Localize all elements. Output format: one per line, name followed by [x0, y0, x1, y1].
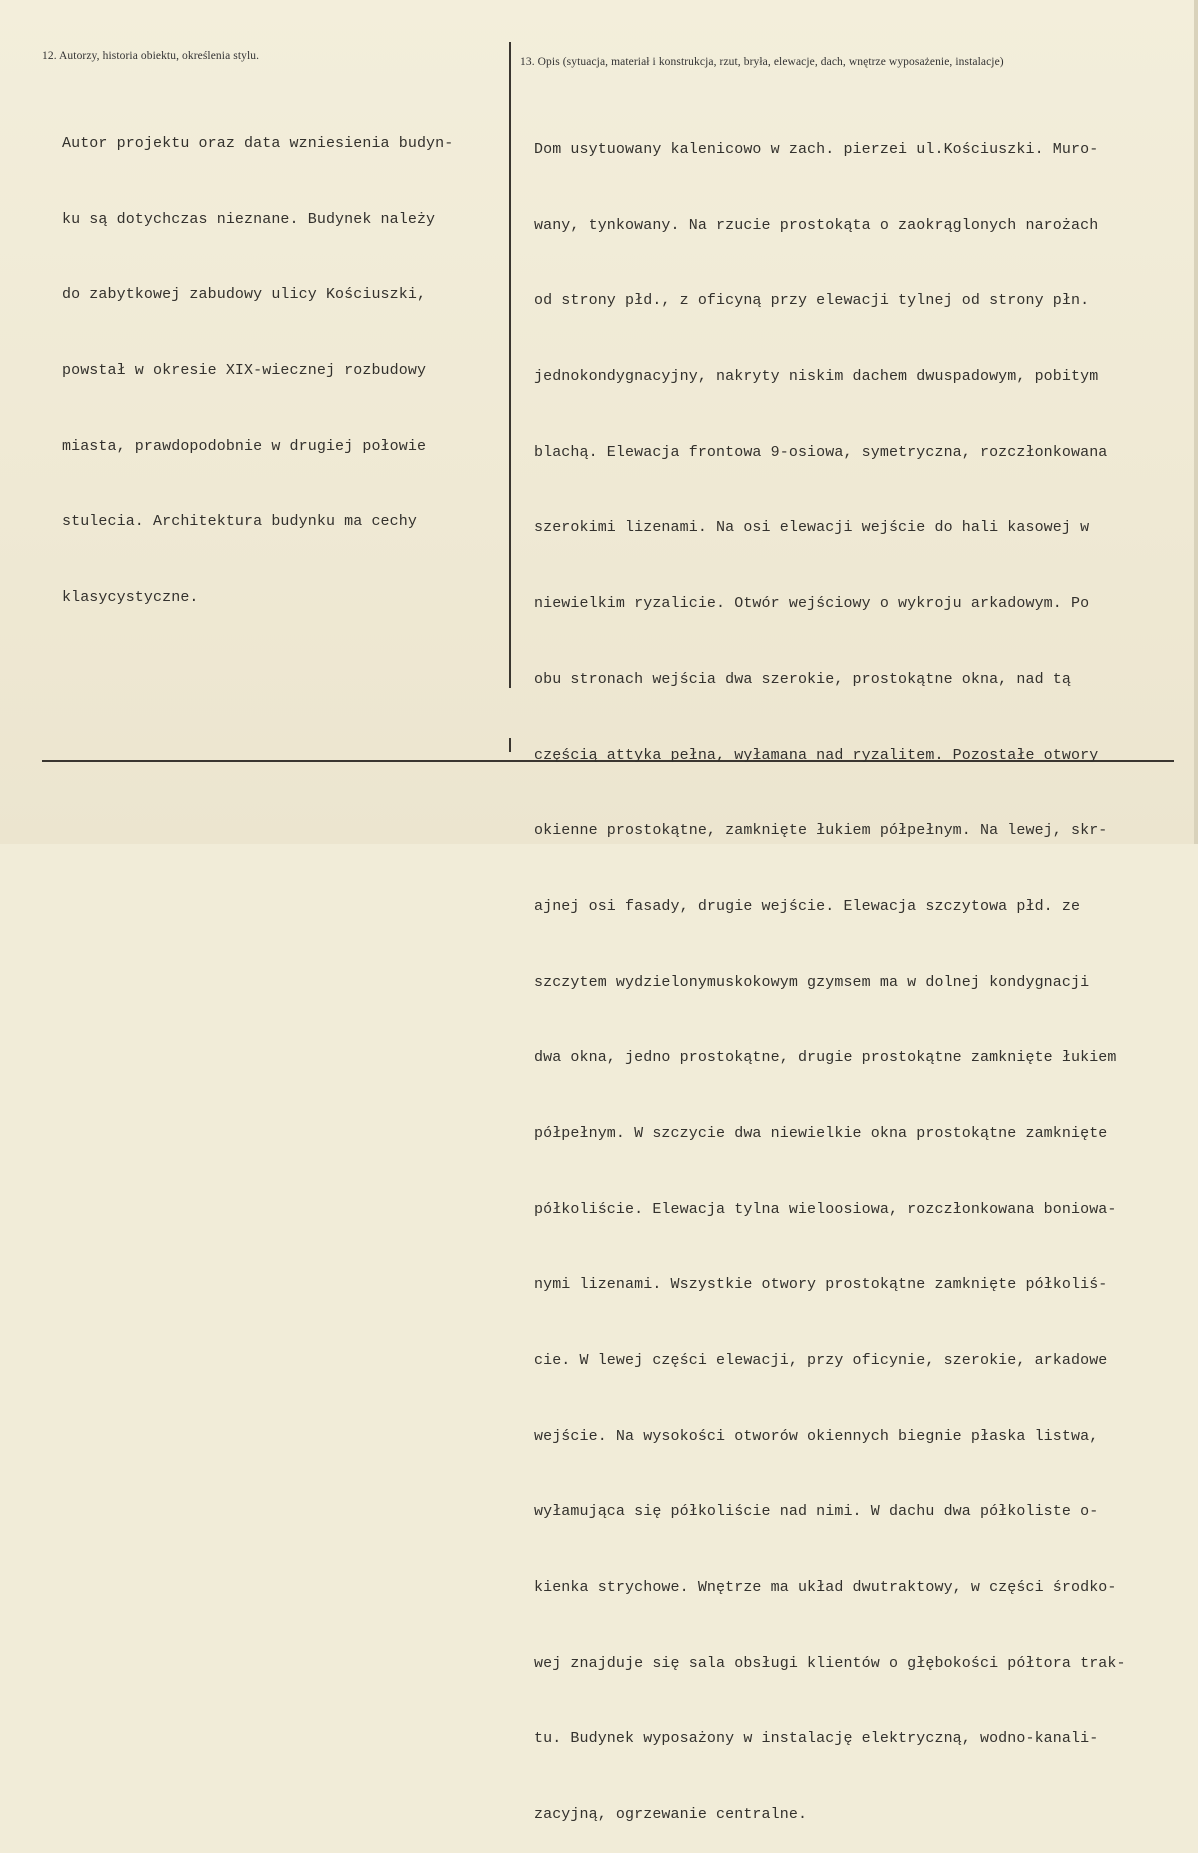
- text-line: dwa okna, jedno prostokątne, drugie prostokątne zamknięte łukiem: [534, 1049, 1117, 1067]
- text-line: blachą. Elewacja frontowa 9-osiowa, symetryczna, rozczłonkowana: [534, 443, 1108, 461]
- text-line: kienka strychowe. Wnętrze ma układ dwutraktowy, w części środko-: [534, 1579, 1117, 1597]
- description-text: [534, 87, 1126, 1853]
- text-line: okienne prostokątne, zamknięte łukiem półpełnym. Na lewej, skr-: [534, 822, 1108, 840]
- text-line: stulecia. Architektura budynku ma cechy: [62, 513, 417, 531]
- text-line: powstał w okresie XIX-wiecznej rozbudowy: [62, 362, 427, 380]
- text-line: ku są dotychczas nieznane. Budynek należy: [62, 210, 436, 228]
- text-line: do zabytkowej zabudowy ulicy Kościuszki,: [62, 286, 427, 304]
- text-line: wejście. Na wysokości otworów okiennych biegnie płaska listwa,: [534, 1427, 1099, 1445]
- text-line: nymi lizenami. Wszystkie otwory prostokątne zamknięte półkoliś-: [534, 1276, 1108, 1294]
- text-line: jednokondygnacyjny, nakryty niskim dachem dwuspadowym, pobitym: [534, 368, 1099, 386]
- text-line: częścią attyka pełna, wyłamana nad ryzalitem. Pozostałe otwory: [534, 746, 1099, 764]
- text-line: klasycystyczne.: [62, 589, 199, 607]
- text-line: miasta, prawdopodobnie w drugiej połowie: [62, 437, 427, 455]
- column-divider-tick: [509, 738, 511, 752]
- text-line: półkoliście. Elewacja tylna wieloosiowa, rozczłonkowana boniowa-: [534, 1200, 1117, 1218]
- column-divider: [509, 42, 511, 688]
- text-line: Autor projektu oraz data wzniesienia budyn-: [62, 135, 454, 152]
- text-line: ajnej osi fasady, drugie wejście. Elewacja szczytowa płd. ze: [534, 897, 1081, 915]
- text-line: wyłamująca się półkoliście nad nimi. W dachu dwa półkoliste o-: [534, 1503, 1099, 1521]
- text-line: obu stronach wejścia dwa szerokie, prostokątne okna, nad tą: [534, 670, 1071, 688]
- text-line: cie. W lewej części elewacji, przy oficynie, szerokie, arkadowe: [534, 1352, 1108, 1369]
- text-line: od strony płd., z oficyną przy elewacji tylnej od strony płn.: [534, 292, 1090, 310]
- text-line: wany, tynkowany. Na rzucie prostokąta o zaokrąglonych narożach: [534, 216, 1099, 234]
- section-13-header: 13. Opis (sytuacja, materiał i konstrukcja, rzut, bryła, elewacje, dach, wnętrze wyposażenie, instalacje): [520, 56, 1004, 68]
- section-12-header: 12. Autorzy, historia obiektu, określenia stylu.: [42, 50, 260, 62]
- text-line: tu. Budynek wyposażony w instalację elektryczną, wodno-kanali-: [534, 1730, 1099, 1748]
- sheet-edge: [1194, 0, 1198, 844]
- text-line: Dom usytuowany kalenicowo w zach. pierzei ul.Kościuszki. Muro-: [534, 141, 1099, 158]
- text-line: szczytem wydzielonymuskokowym gzymsem ma w dolnej kondygnacji: [534, 973, 1090, 991]
- text-line: półpełnym. W szczycie dwa niewielkie okna prostokątne zamknięte: [534, 1124, 1108, 1142]
- text-line: zacyjną, ogrzewanie centralne.: [534, 1806, 808, 1824]
- authors-history-text: [62, 81, 453, 636]
- text-line: niewielkim ryzalicie. Otwór wejściowy o wykroju arkadowym. Po: [534, 595, 1090, 613]
- text-line: szerokimi lizenami. Na osi elewacji wejście do hali kasowej w: [534, 519, 1090, 537]
- text-line: wej znajduje się sala obsługi klientów o głębokości półtora trak-: [534, 1654, 1126, 1672]
